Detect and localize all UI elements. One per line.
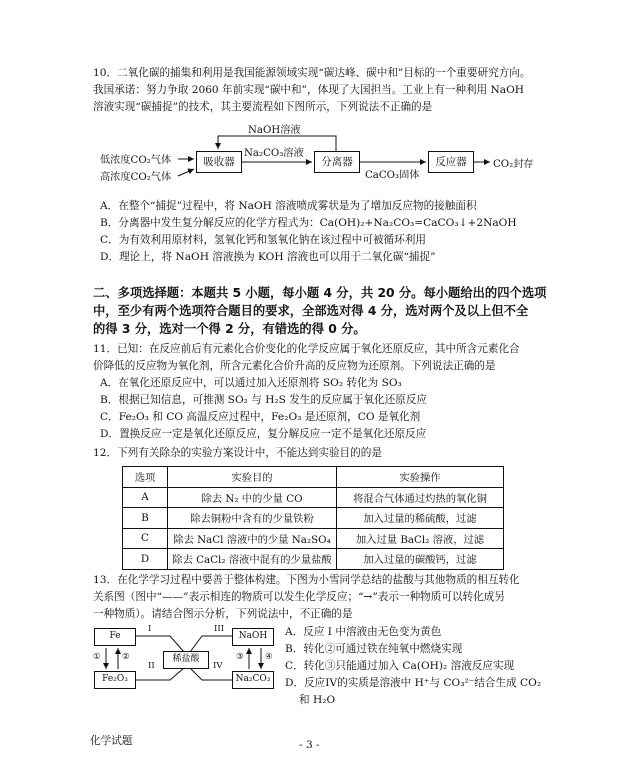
line-reaction-4 [190, 668, 234, 680]
q13-option-d: D．反应IV的实质是溶液中 H⁺与 CO₃²⁻结合生成 CO₂ [285, 677, 542, 689]
col-header-option: 选项 [123, 467, 168, 488]
q11-option-c: C．Fe₂O₃ 和 CO 高温反应过程中，Fe₂O₃ 是还原剂，CO 是氧化剂 [100, 411, 421, 423]
label-conversion-2: ② [122, 652, 130, 662]
cell-operation: 将混合气体通过灼热的氧化铜 [337, 487, 504, 508]
q11-option-a: A．在氧化还原反应中，可以通过加入还原剂将 SO₂ 转化为 SO₃ [100, 377, 402, 389]
footer-page-number: - 3 - [299, 739, 320, 751]
section2-heading-line1: 二、多项选择题：本题共 5 小题，每小题 4 分，共 20 分。每小题给出的四个选项 [93, 286, 547, 300]
line-reaction-3 [190, 636, 234, 652]
cell-purpose: 除去铜粉中含有的少量铁粉 [168, 508, 337, 529]
label-co2-store: CO₂封存 [493, 159, 534, 170]
cell-operation: 加入过量的碳酸钙，过滤 [337, 549, 504, 570]
q11-option-b: B．根据已知信息，可推测 SO₂ 与 H₂S 发生的反应属于氧化还原反应 [100, 394, 428, 406]
cell-purpose: 除去 N₂ 中的少量 CO [168, 487, 337, 508]
q13-stem-line3: 一种物质）。请结合图示分析，下列说法中，不正确的是 [93, 608, 353, 620]
q10-option-d: D．理论上，将 NaOH 溶液换为 KOH 溶液也可以用于二氧化碳“捕捉” [100, 251, 436, 263]
node-na2co3: Na₂CO₃ [232, 671, 274, 689]
q13-option-a: A．反应 I 中溶液由无色变为黄色 [285, 626, 442, 638]
cell-purpose: 除去 NaCl 溶液中的少量 Na₂SO₄ [168, 528, 337, 549]
node-hcl: 稀盐酸 [163, 651, 209, 669]
q13-stem-line2: 关系图（图中“——”表示相连的物质可以发生化学反应；“→”表示一种物质可以转化成另 [93, 591, 505, 603]
q11-stem-line2: 价降低的反应物为氧化剂，所含元素化合价升高的反应物为还原剂。下列说法正确的是 [93, 360, 496, 372]
q13-option-b: B．转化②可通过铁在纯氧中燃烧实现 [285, 643, 463, 655]
label-conversion-3: ③ [236, 652, 244, 662]
node-naoh: NaOH [232, 628, 274, 646]
q13-option-d-cont: 和 H₂O [299, 694, 336, 706]
q10-option-a: A．在整个“捕捉”过程中，将 NaOH 溶液喷成雾状是为了增加反应物的接触面积 [100, 200, 477, 212]
cell-operation: 加入过量的稀硫酸，过滤 [337, 508, 504, 529]
arrow-high-co2 [178, 169, 194, 176]
label-low-co2: 低浓度CO₂气体 [100, 155, 172, 166]
q10-stem-line1: 10．二氧化碳的捕集和利用是我国能源领域实现“碳达峰、碳中和”目标的一个重要研究方向。 [93, 67, 531, 79]
q10-option-b: B．分离器中发生复分解反应的化学方程式为：Ca(OH)₂+Na₂CO₃=CaCO₃↓+2NaOH [100, 217, 517, 229]
cell-purpose: 除去 CaCl₂ 溶液中混有的少量盐酸 [168, 549, 337, 570]
q13-stem-line1: 13．在化学学习过程中要善于整体构建。下图为小雪同学总结的盐酸与其他物质的相互转化 [93, 574, 520, 586]
q10-stem-line3: 溶液实现“碳捕捉”的技术，其主要流程如下图所示，下列说法不正确的是 [93, 101, 433, 113]
section2-heading-line2: 中，至少有两个选项符合题目的要求，全部选对得 4 分，选对两个及以上但不全 [93, 304, 529, 318]
q11-option-d: D．置换反应一定是氧化还原反应，复分解反应一定不是氧化还原反应 [100, 428, 427, 440]
table-header-row [123, 467, 504, 488]
col-header-operation: 实验操作 [337, 467, 504, 488]
label-reaction-1: I [148, 624, 152, 634]
line-reaction-1 [135, 636, 184, 652]
label-reaction-4: IV [213, 661, 223, 671]
q10-stem-line2: 我国承诺：努力争取 2060 年前实现“碳中和”，体现了大国担当。工业上有一种利用 NaOH [93, 84, 524, 96]
label-caco3: CaCO₃固体 [365, 170, 420, 181]
absorber-box: 吸收器 [196, 151, 242, 173]
q10-option-c: C．为有效利用原材料，氢氧化钙和氢氧化钠在该过程中可被循环利用 [100, 234, 426, 246]
label-conversion-4: ④ [265, 652, 273, 662]
label-naoh: NaOH溶液 [248, 125, 301, 136]
node-fe: Fe [94, 628, 136, 646]
table-row [123, 528, 504, 549]
cell-option: D [123, 549, 168, 570]
separator-box: 分离器 [314, 151, 360, 173]
line-reaction-2 [135, 668, 184, 680]
label-reaction-2: II [148, 661, 155, 671]
q13-option-c: C．转化③只能通过加入 Ca(OH)₂ 溶液反应实现 [285, 660, 515, 672]
footer-subject: 化学试题 [90, 735, 133, 747]
table-row [123, 549, 504, 570]
cell-option: B [123, 508, 168, 529]
label-conversion-1: ① [93, 652, 101, 662]
table-row [123, 487, 504, 508]
q12-stem: 12．下列有关除杂的实验方案设计中，不能达到实验目的的是 [93, 447, 382, 459]
label-high-co2: 高浓度CO₂气体 [100, 172, 172, 183]
label-reaction-3: III [214, 624, 225, 634]
cell-option: A [123, 487, 168, 508]
q12-table [122, 466, 504, 570]
cell-operation: 加入过量 BaCl₂ 溶液，过滤 [337, 528, 504, 549]
node-fe2o3: Fe₂O₃ [94, 671, 136, 689]
label-na2co3: Na₂CO₃溶液 [244, 148, 304, 159]
table-row [123, 508, 504, 529]
col-header-purpose: 实验目的 [168, 467, 337, 488]
q11-stem-line1: 11．已知：在反应前后有元素化合价变化的化学反应属于氧化还原反应，其中所含元素化合 [93, 343, 520, 355]
reactor-box: 反应器 [428, 151, 474, 173]
cell-option: C [123, 528, 168, 549]
section2-heading-line3: 的得 3 分，选对一个得 2 分，有错选的得 0 分。 [93, 322, 366, 336]
